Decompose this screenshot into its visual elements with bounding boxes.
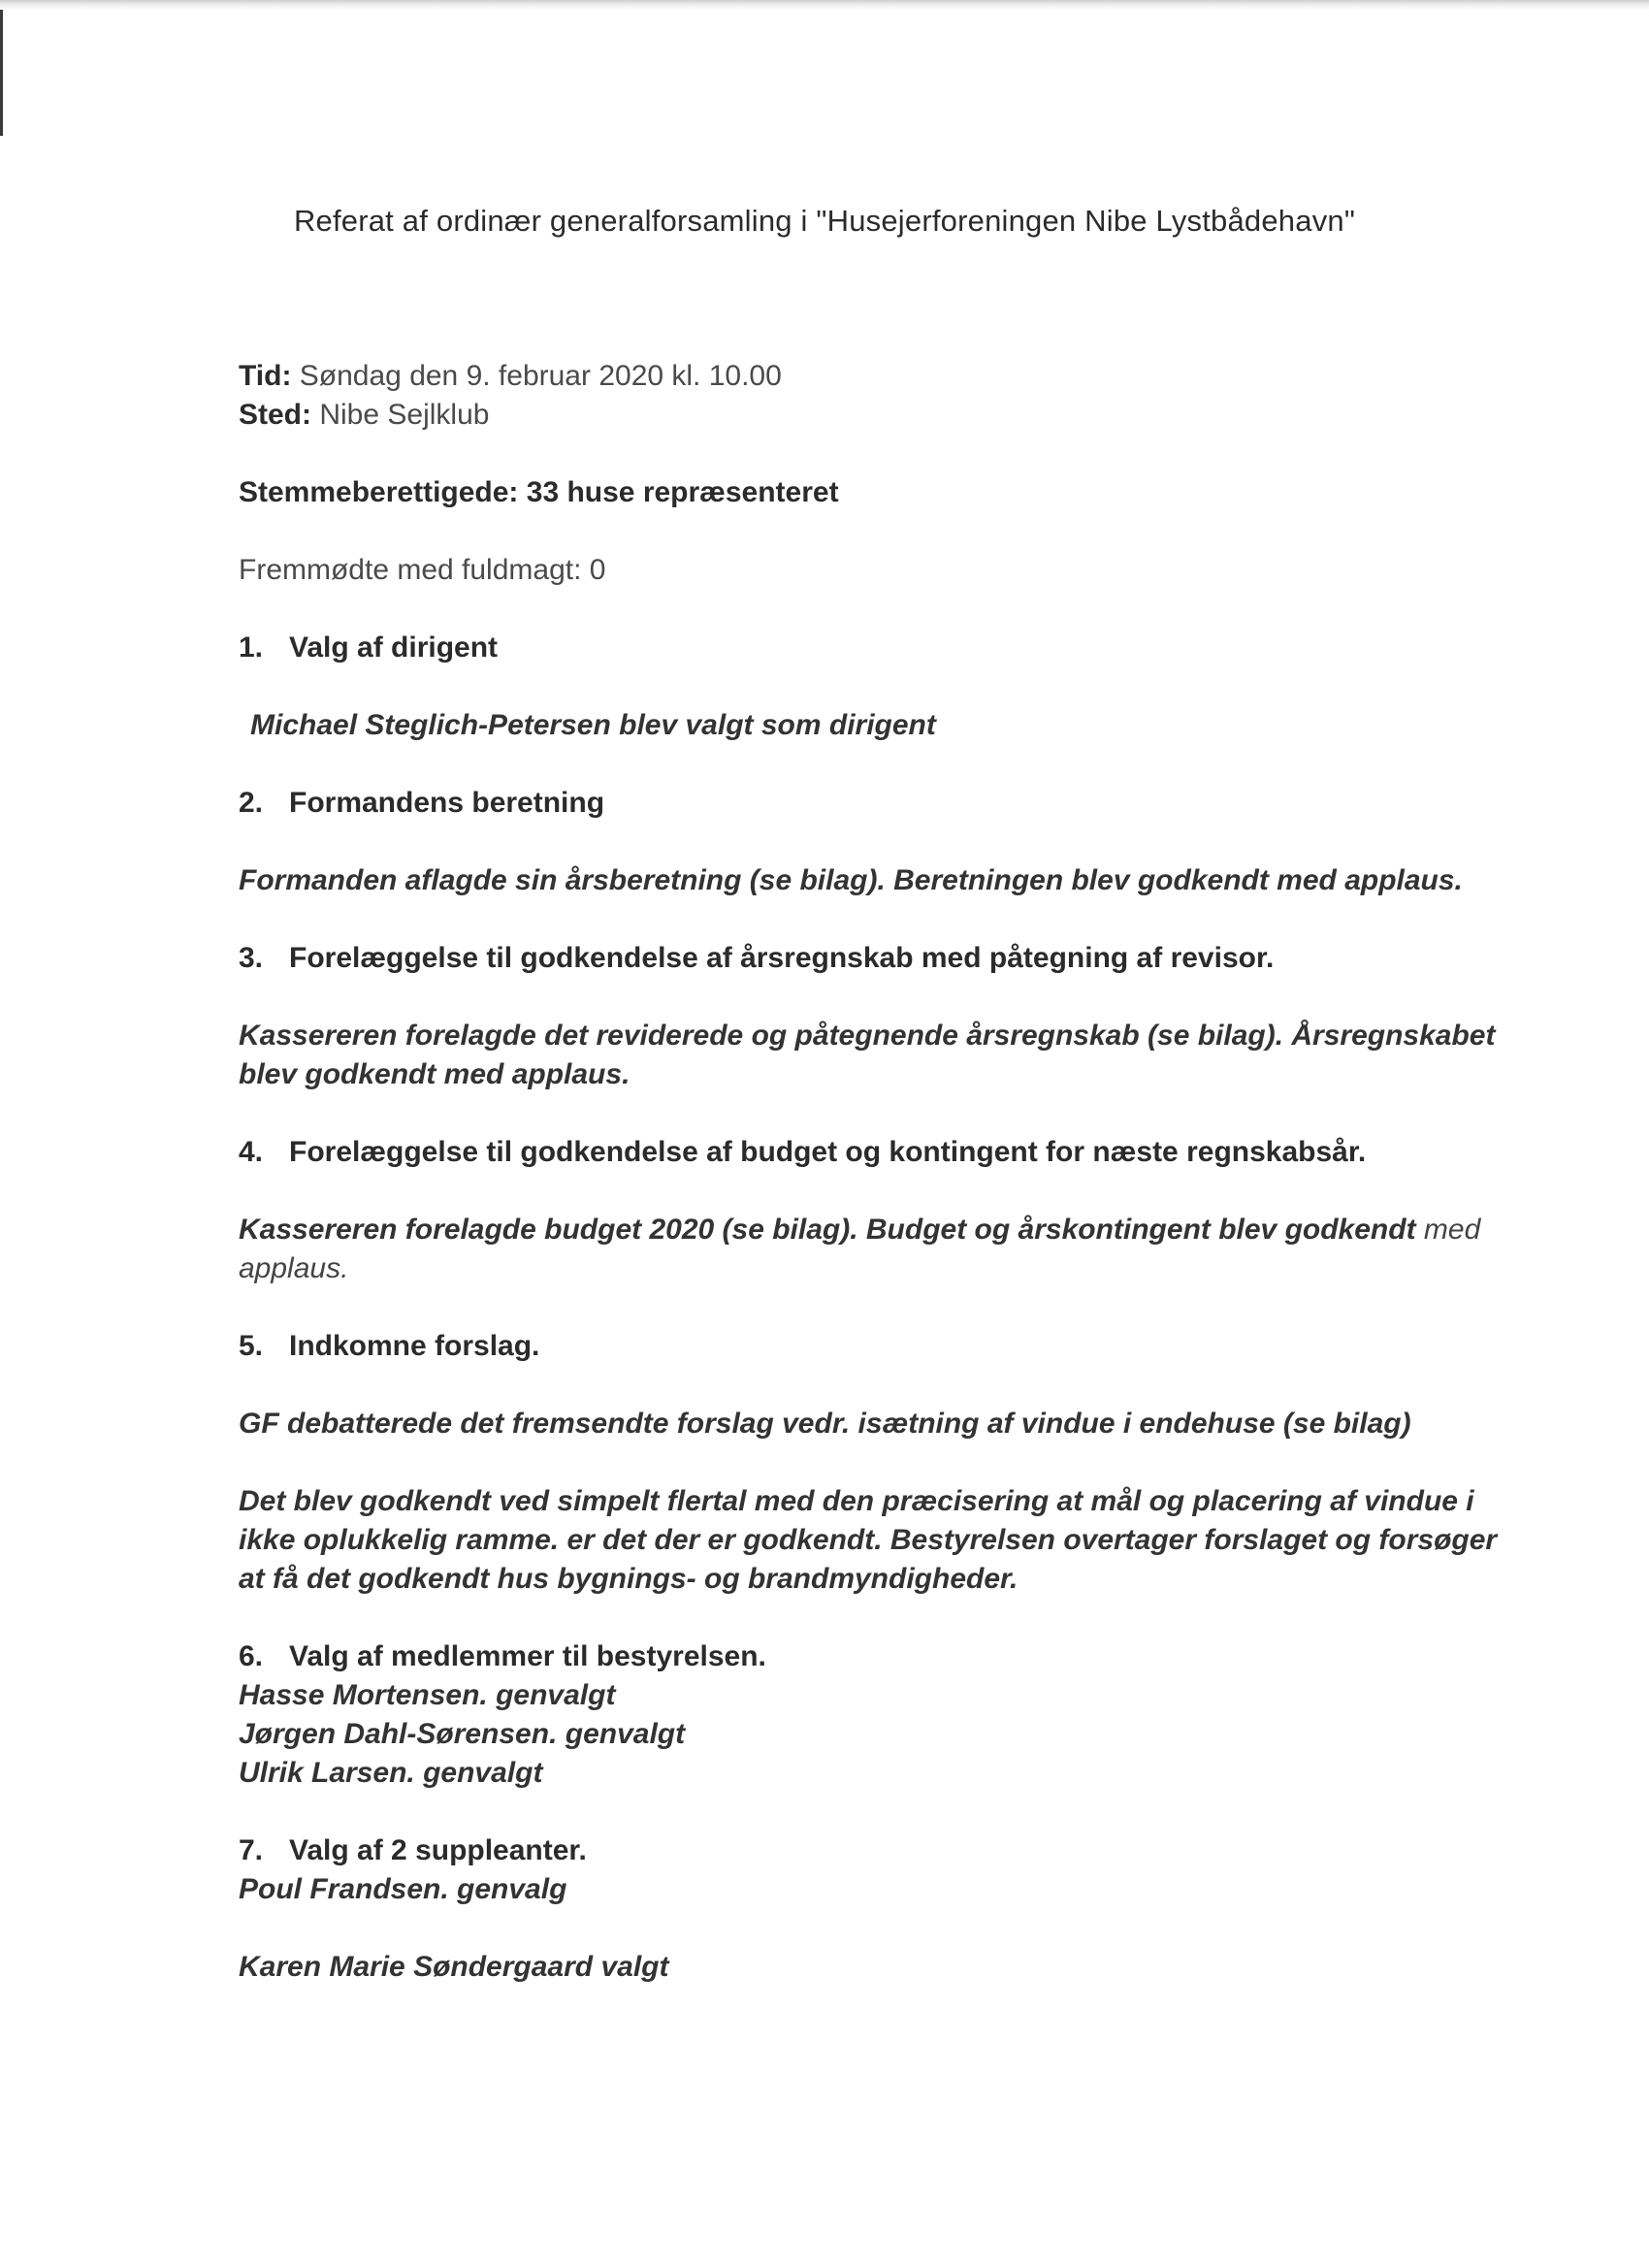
item-5-text2-line-2: ikke oplukkelig ramme. er det der er godkendt. Bestyrelsen overtager forslaget og forsøger: [239, 1524, 1498, 1556]
item-6-heading: Valg af medlemmer til bestyrelsen.: [289, 1640, 766, 1672]
tid-line: [239, 357, 782, 396]
item-5-number: 5.: [239, 1330, 264, 1362]
item-5-heading-line: [239, 1327, 539, 1366]
item-7-line-1: Poul Frandsen. genvalg: [239, 1873, 567, 1905]
item-2-heading: Formandens beretning: [289, 787, 605, 819]
item-7-heading-line: [239, 1831, 587, 1870]
item-7-line-2: Karen Marie Søndergaard valgt: [239, 1951, 669, 1983]
item-6-line-3: Ulrik Larsen. genvalgt: [239, 1757, 543, 1789]
item-5-text2-line-3: at få det godkendt hus bygnings- og brandmyndigheder.: [239, 1563, 1018, 1595]
item-3-heading: Forelæggelse til godkendelse af årsregnskab med påtegning af revisor.: [289, 942, 1275, 974]
item-2-number: 2.: [239, 787, 264, 819]
sted-label: Sted:: [239, 399, 311, 431]
item-5-text2-line-1: Det blev godkendt ved simpelt flertal med den præcisering at mål og placering af vindue i: [239, 1485, 1474, 1517]
item-6-number: 6.: [239, 1640, 264, 1672]
item-7-heading: Valg af 2 suppleanter.: [289, 1834, 587, 1866]
item-3-text-line-1: Kassereren forelagde det reviderede og påtegnende årsregnskab (se bilag). Årsregnskabet: [239, 1020, 1496, 1052]
item-6-line-1: Hasse Mortensen. genvalgt: [239, 1679, 616, 1711]
stemme-label: Stemmeberettigede:: [239, 476, 519, 508]
item-4-text-line-2: applaus.: [239, 1252, 349, 1284]
item-3-text-line-2: blev godkendt med applaus.: [239, 1058, 630, 1090]
item-2-text: Formanden aflagde sin årsberetning (se bilag). Beretningen blev godkendt med applaus.: [239, 864, 1463, 896]
item-1-heading-line: [239, 629, 498, 667]
item-1-heading: Valg af dirigent: [289, 632, 499, 664]
item-4-text-line-1: [239, 1211, 1480, 1249]
item-2-heading-line: [239, 784, 604, 823]
stemme-line: [239, 473, 839, 512]
item-4-heading-line: [239, 1133, 1366, 1172]
sted-value: Nibe Sejlklub: [319, 399, 490, 431]
item-1-text: Michael Steglich-Petersen blev valgt som dirigent: [250, 709, 936, 741]
sted-line: [239, 396, 489, 435]
document-title: Referat af ordinær generalforsamling i "Husejerforeningen Nibe Lystbådehavn": [293, 204, 1356, 238]
item-3-heading-line: [239, 939, 1274, 978]
item-6-line-2: Jørgen Dahl-Sørensen. genvalgt: [239, 1718, 686, 1750]
item-7-number: 7.: [239, 1834, 264, 1866]
tid-label: Tid:: [239, 360, 292, 392]
item-1-number: 1.: [239, 632, 264, 664]
item-5-heading: Indkomne forslag.: [289, 1330, 540, 1362]
item-3-number: 3.: [239, 942, 264, 974]
item-4-number: 4.: [239, 1136, 264, 1168]
stemme-value: 33 huse repræsenteret: [526, 476, 839, 508]
item-4-text-plain: med: [1415, 1214, 1481, 1246]
item-5-text: GF debatterede det fremsendte forslag vedr. isætning af vindue i endehuse (se bilag): [239, 1408, 1411, 1440]
item-6-heading-line: [239, 1637, 766, 1676]
fremmodte-line: Fremmødte med fuldmagt: 0: [239, 554, 606, 586]
item-4-heading: Forelæggelse til godkendelse af budget og kontingent for næste regnskabsår.: [289, 1136, 1367, 1168]
item-4-text-bold: Kassereren forelagde budget 2020 (se bilag). Budget og årskontingent blev godkendt: [239, 1214, 1416, 1246]
tid-value: Søndag den 9. februar 2020 kl. 10.00: [299, 360, 782, 392]
